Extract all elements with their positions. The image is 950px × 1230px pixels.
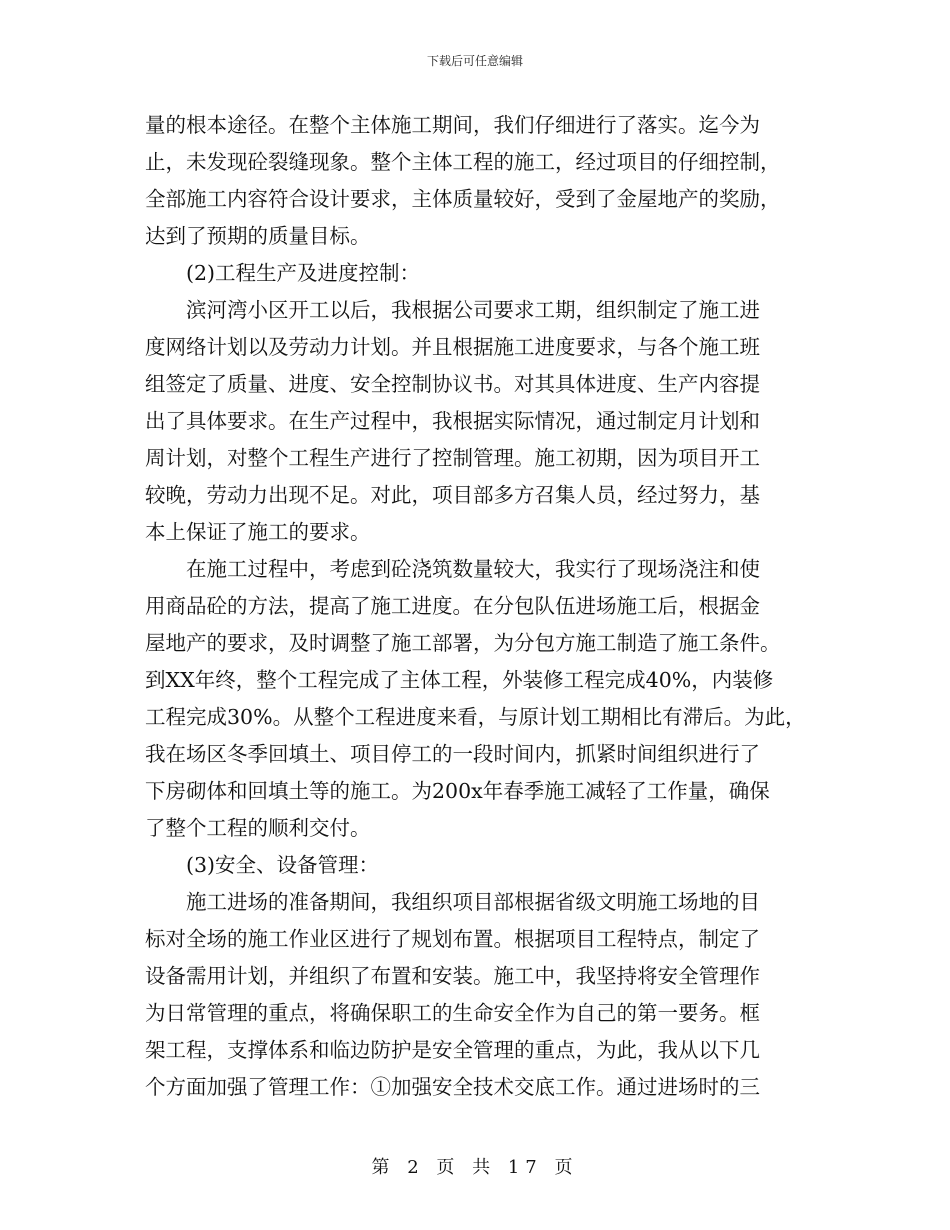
text-line: 度网络计划以及劳动力计划。并且根据施工进度要求，与各个施工班: [145, 335, 760, 359]
text-line: 工程完成30%。从整个工程进度来看，与原计划工期相比有滞后。为此，: [145, 705, 806, 729]
text-line: 标对全场的施工作业区进行了规划布置。根据项目工程特点，制定了: [145, 927, 760, 951]
text-line: 用商品砼的方法，提高了施工进度。在分包队伍进场施工后，根据金: [145, 594, 760, 618]
text-line: 组签定了质量、进度、安全控制协议书。对其具体进度、生产内容提: [145, 372, 760, 396]
text-line: 为日常管理的重点，将确保职工的生命安全作为自己的第一要务。框: [145, 1001, 760, 1025]
text-line: 本上保证了施工的要求。: [145, 520, 371, 544]
text-line: 下房砌体和回填土等的施工。为200x年春季施工减轻了工作量，确保: [145, 779, 770, 803]
text-line: 屋地产的要求，及时调整了施工部署，为分包方施工制造了施工条件。: [145, 631, 781, 655]
text-line: 我在场区冬季回填土、项目停工的一段时间内，抓紧时间组织进行了: [145, 742, 760, 766]
text-line: 全部施工内容符合设计要求，主体质量较好，受到了金屋地产的奖励，: [145, 187, 781, 211]
document-body: [145, 107, 820, 1106]
text-line: 施工进场的准备期间，我组织项目部根据省级文明施工场地的目: [186, 890, 760, 914]
text-line: 到XX年终，整个工程完成了主体工程，外装修工程完成40%，内装修: [145, 668, 774, 692]
text-line: 个方面加强了管理工作：①加强安全技术交底工作。通过进场时的三: [145, 1075, 760, 1099]
page-header: 下载后可任意编辑: [426, 54, 523, 68]
text-line: (3)安全、设备管理：: [186, 853, 380, 877]
text-line: 了整个工程的顺利交付。: [145, 816, 371, 840]
text-line: 达到了预期的质量目标。: [145, 224, 371, 248]
text-line: (2)工程生产及进度控制：: [186, 261, 421, 285]
text-line: 架工程，支撑体系和临边防护是安全管理的重点，为此，我从以下几: [145, 1038, 760, 1062]
text-line: 量的根本途径。在整个主体施工期间，我们仔细进行了落实。迄今为: [145, 113, 760, 137]
text-line: 止，未发现砼裂缝现象。整个主体工程的施工，经过项目的仔细控制，: [145, 150, 781, 174]
text-line: 在施工过程中，考虑到砼浇筑数量较大，我实行了现场浇注和使: [186, 557, 760, 581]
text-line: 周计划，对整个工程生产进行了控制管理。施工初期，因为项目开工: [145, 446, 760, 470]
text-line: 出了具体要求。在生产过程中，我根据实际情况，通过制定月计划和: [145, 409, 760, 433]
text-line: 设备需用计划，并组织了布置和安装。施工中，我坚持将安全管理作: [145, 964, 760, 988]
text-line: 较晚，劳动力出现不足。对此，项目部多方召集人员，经过努力，基: [145, 483, 760, 507]
page-number: 第 2 页 共 17 页: [371, 1157, 579, 1178]
text-line: 滨河湾小区开工以后，我根据公司要求工期，组织制定了施工进: [186, 298, 760, 322]
